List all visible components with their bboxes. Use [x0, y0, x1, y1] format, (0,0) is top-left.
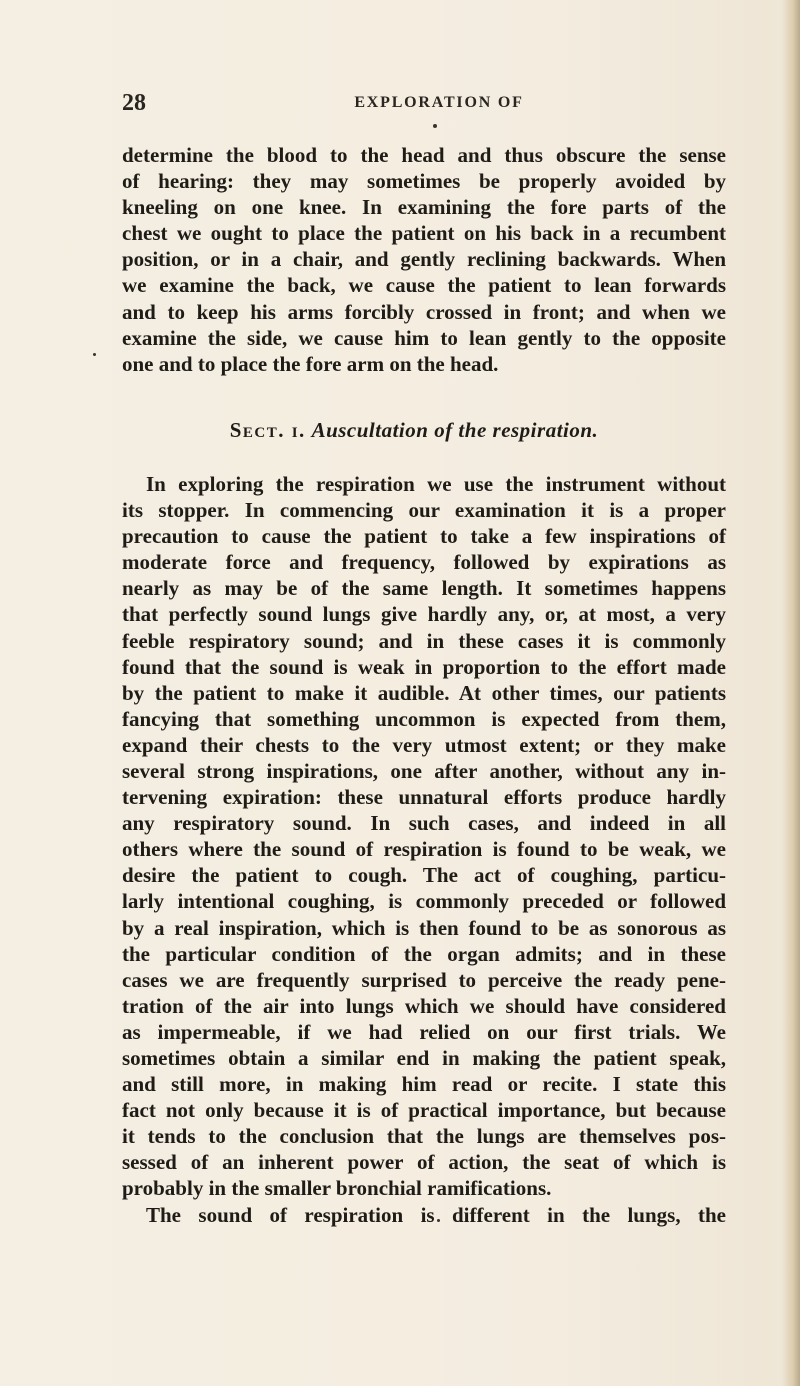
page-number: 28 [122, 90, 146, 116]
page-edge-shadow [782, 0, 800, 1386]
text-line: found that the sound is weak in proportion to the effort made [122, 654, 726, 679]
text-line: and still more, in making him read or recite. I state this [122, 1072, 726, 1097]
page-header [122, 90, 726, 124]
text-line: chest we ought to place the patient on his back in a recumbent [122, 221, 726, 246]
text-line: larly intentional coughing, is commonly preceded or followed [122, 889, 726, 914]
text-line: sometimes obtain a similar end in making the patient speak, [122, 1046, 726, 1070]
text-line: expand their chests to the very utmost extent; or they make [122, 732, 726, 757]
text-line: the particular condition of the organ admits; and in these [122, 941, 726, 966]
text-line: cases we are frequently surprised to perceive the ready pene- [122, 967, 726, 992]
text-line: as impermeable, if we had relied on our first trials. We [122, 1019, 726, 1044]
section-title: Auscultation of the respiration. [311, 417, 599, 442]
text-line: tervening expiration: these unnatural efforts produce hardly [122, 785, 726, 810]
text-line: it tends to the conclusion that the lungs are themselves pos- [122, 1124, 726, 1149]
text-line: sessed of an inherent power of action, the seat of which is [122, 1150, 726, 1175]
paragraph-3 [122, 1202, 726, 1228]
text-line: others where the sound of respiration is found to be weak, we [122, 837, 726, 862]
ink-dot-mark [93, 353, 96, 356]
text-line: that perfectly sound lungs give hardly any, or, at most, a very [122, 602, 726, 627]
text-line: In exploring the respiration we use the instrument without [146, 471, 726, 496]
text-line: by a real inspiration, which is then found to be as sonorous as [122, 915, 726, 940]
text-line: nearly as may be of the same length. It sometimes happens [122, 576, 726, 601]
text-line: examine the side, we cause him to lean gently to the opposite [122, 325, 726, 350]
text-line: we examine the back, we cause the patient to lean forwards [122, 273, 726, 298]
section-heading [122, 417, 726, 443]
body-text [122, 142, 726, 1228]
text-line: determine the blood to the head and thus obscure the sense [122, 143, 726, 167]
text-line: The sound of respiration is different in the lungs, the [146, 1202, 726, 1227]
text-line: precaution to cause the patient to take a few inspirations of [122, 524, 726, 549]
ink-dot-mark [433, 124, 437, 128]
text-line: and to keep his arms forcibly crossed in front; and when we [122, 299, 726, 324]
running-head: EXPLORATION OF [354, 94, 524, 111]
text-line: feeble respiratory sound; and in these cases it is commonly [122, 628, 726, 653]
paragraph-1 [122, 142, 726, 377]
text-line: fancying that something uncommon is expected from them, [122, 706, 726, 731]
section-label: Sect. i. [229, 417, 306, 442]
text-line: fact not only because it is of practical importance, but because [122, 1098, 726, 1123]
text-line: probably in the smaller bronchial ramifications. [122, 1176, 552, 1201]
text-line: tration of the air into lungs which we should have considered [122, 993, 726, 1018]
text-line: of hearing: they may sometimes be properly avoided by [122, 169, 726, 194]
text-line: its stopper. In commencing our examination it is a proper [122, 498, 726, 523]
text-line: desire the patient to cough. The act of coughing, particu- [122, 863, 726, 888]
text-line: any respiratory sound. In such cases, and indeed in all [122, 811, 726, 836]
text-line: several strong inspirations, one after another, without any in- [122, 758, 726, 783]
text-line: by the patient to make it audible. At other times, our patients [122, 680, 726, 705]
text-line: moderate force and frequency, followed by expirations as [122, 550, 726, 575]
text-line: kneeling on one knee. In examining the fore parts of the [122, 195, 726, 220]
paragraph-2 [122, 471, 726, 1202]
text-line: position, or in a chair, and gently reclining backwards. When [122, 247, 726, 272]
text-line: one and to place the fore arm on the head. [122, 351, 499, 376]
